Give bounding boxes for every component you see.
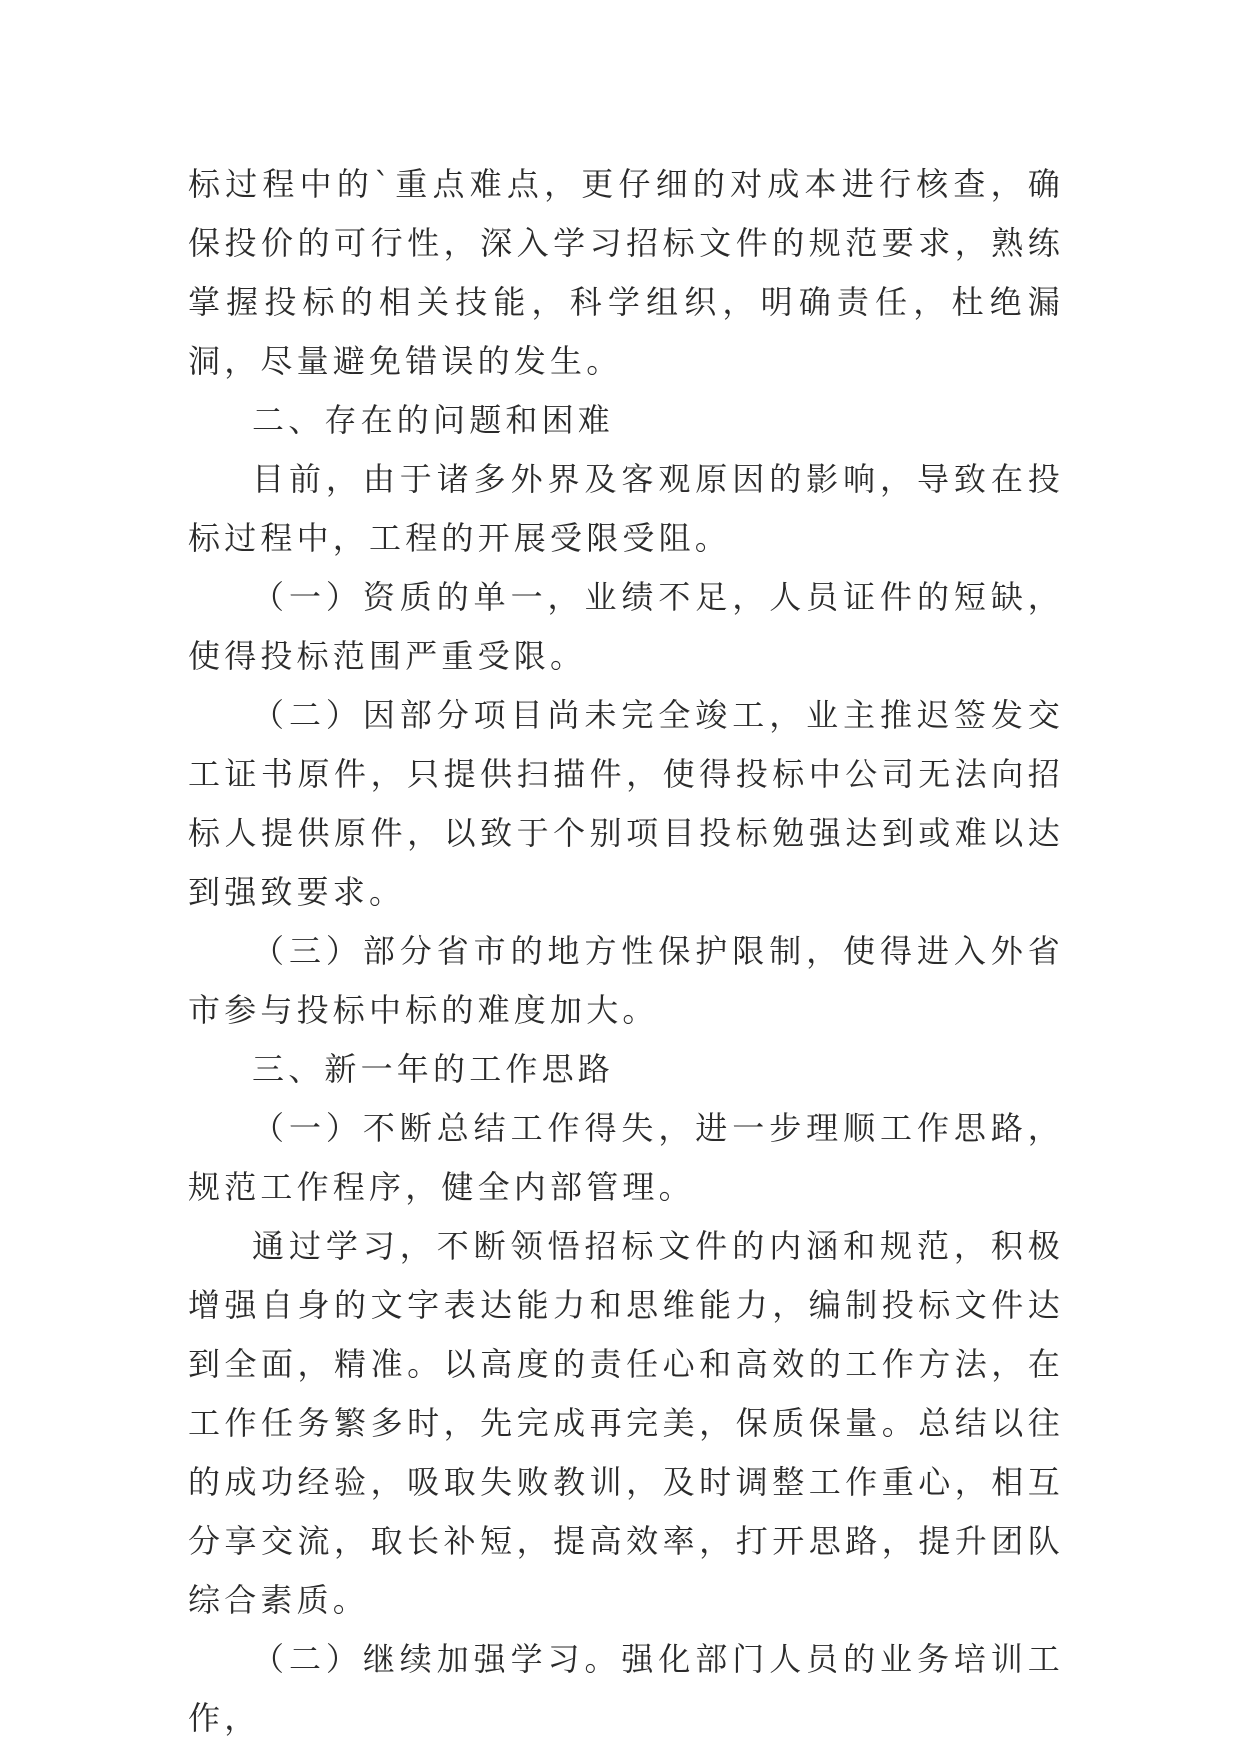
paragraph-continued-from-previous-page: 标过程中的`重点难点，更仔细的对成本进行核查，确保投价的可行性，深入学习招标文件的规范要求，熟练掌握投标的相关技能，科学组织，明确责任，杜绝漏洞，尽量避免错误的发生。 — [188, 165, 1064, 380]
paragraph-problem-3: （三）部分省市的地方性保护限制，使得进入外省市参与投标中标的难度加大。 — [188, 932, 1064, 1029]
paragraph-problem-2: （二）因部分项目尚未完全竣工，业主推迟签发交工证书原件，只提供扫描件，使得投标中公司无法向招标人提供原件，以致于个别项目投标勉强达到或难以达到强致要求。 — [188, 696, 1064, 911]
paragraph-plan-1-details: 通过学习，不断领悟招标文件的内涵和规范，积极增强自身的文字表达能力和思维能力，编制投标文件达到全面，精准。以高度的责任心和高效的工作方法，在工作任务繁多时，先完成再完美，保质保量。总结以往的成功经验，吸取失败教训，及时调整工作重心，相互分享交流，取长补短，提高效率，打开思路，提升团队综合素质。 — [188, 1227, 1064, 1619]
paragraph-problem-1: （一）资质的单一，业绩不足，人员证件的短缺，使得投标范围严重受限。 — [188, 578, 1064, 675]
section-heading-problems: 二、存在的问题和困难 — [252, 401, 615, 439]
paragraph-plan-2: （二）继续加强学习。强化部门人员的业务培训工作， — [188, 1640, 1064, 1737]
paragraph-plan-1: （一）不断总结工作得失，进一步理顺工作思路，规范工作程序，健全内部管理。 — [188, 1109, 1064, 1206]
document-body — [188, 155, 1064, 1748]
paragraph-problems-intro: 目前，由于诸多外界及客观原因的影响，导致在投标过程中，工程的开展受限受阻。 — [188, 460, 1064, 557]
section-heading-new-year-plan: 三、新一年的工作思路 — [252, 1050, 615, 1088]
